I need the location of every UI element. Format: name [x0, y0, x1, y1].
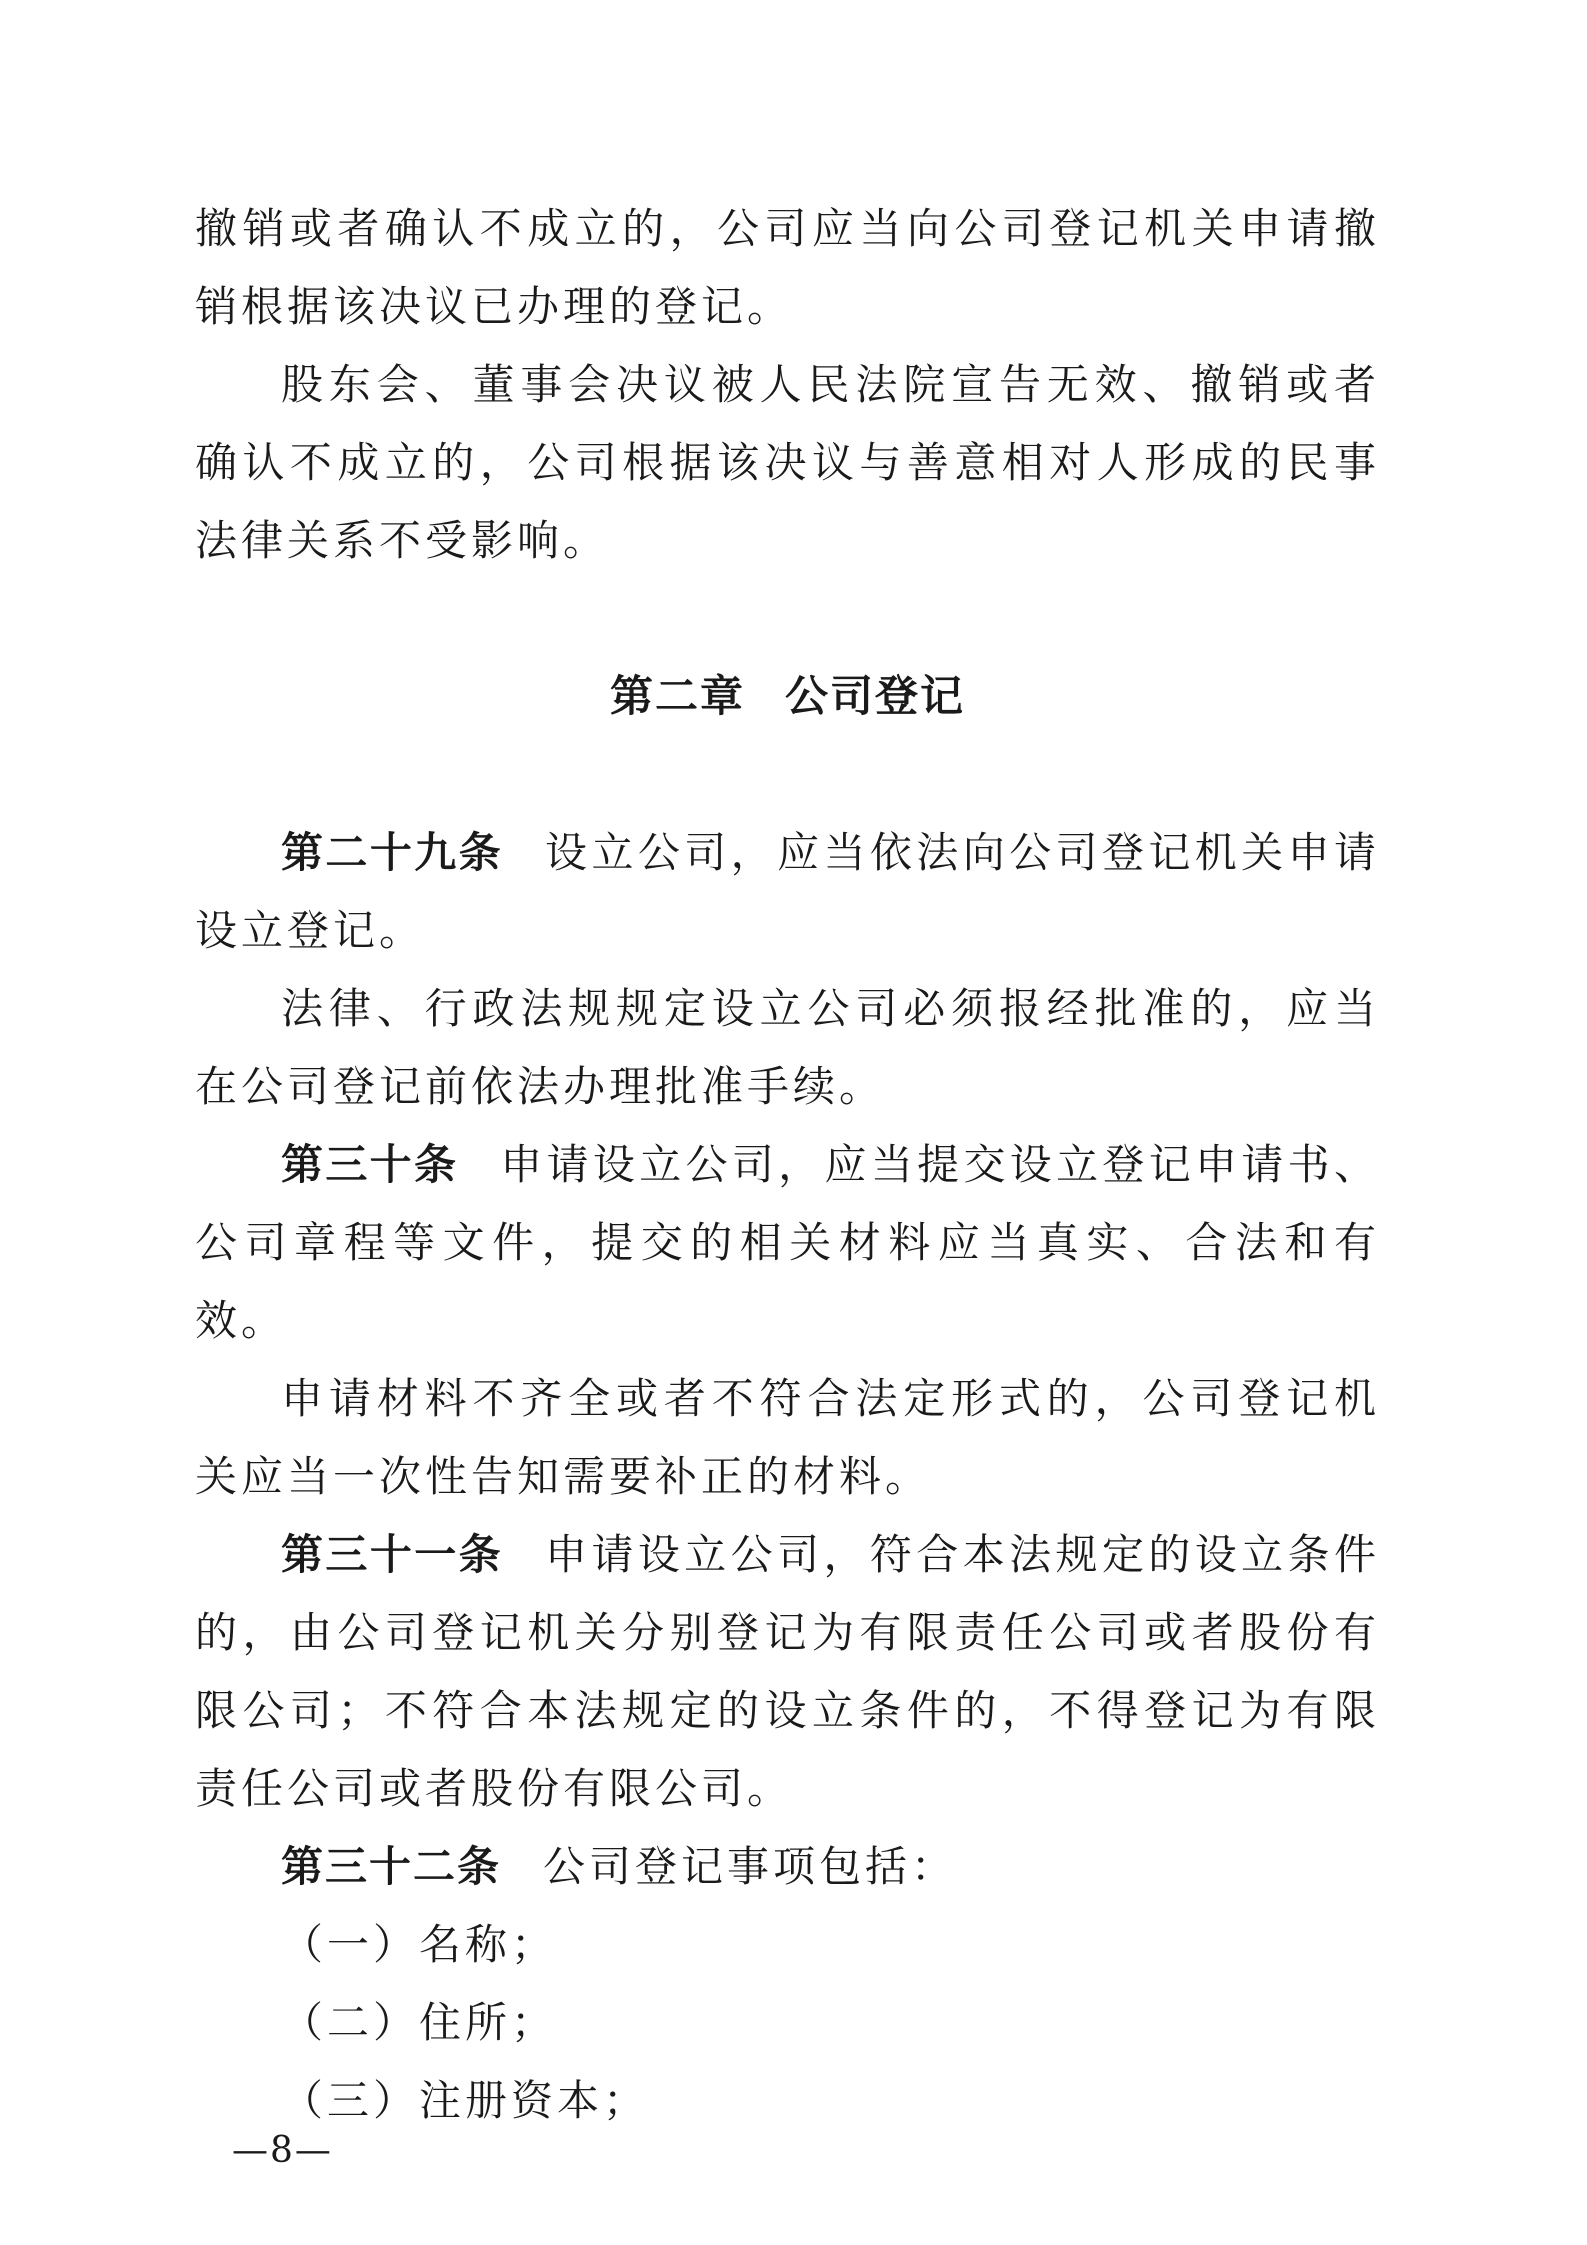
article-sub-paragraph: 申请材料不齐全或者不符合法定形式的，公司登记机关应当一次性告知需要补正的材料。	[195, 1374, 1380, 1501]
list-item: （二）住所；	[281, 1998, 558, 2047]
continued-paragraph: 股东会、董事会决议被人民法院宣告无效、撤销或者确认不成立的，公司根据该决议与善意相对人形成的民事法律关系不受影响。	[195, 360, 1380, 565]
list-item: （三）注册资本；	[281, 2076, 650, 2125]
article-number: 第三十一条	[281, 1530, 504, 1579]
article-paragraph	[195, 1828, 1380, 1906]
article-number: 第三十二条	[281, 1842, 502, 1891]
chapter-heading	[195, 658, 1380, 736]
list-item: （一）名称；	[281, 1920, 558, 1969]
document-page	[195, 190, 1380, 2140]
chapter-number: 第二章	[610, 672, 745, 722]
page-number: —8—	[232, 2130, 333, 2171]
article-paragraph	[195, 1126, 1380, 1360]
article-number: 第二十九条	[281, 828, 504, 877]
article-text: 申请设立公司，符合本法规定的设立条件的，由公司登记机关分别登记为有限责任公司或者股份有限公司；不符合本法规定的设立条件的，不得登记为有限责任公司或者股份有限公司。	[195, 1530, 1380, 1813]
article-text: 公司登记事项包括：	[543, 1842, 958, 1891]
article-text: 设立公司，应当依法向公司登记机关申请设立登记。	[195, 828, 1380, 955]
article-text: 申请设立公司，应当提交设立登记申请书、公司章程等文件，提交的相关材料应当真实、合法和有效。	[195, 1140, 1380, 1345]
article-number: 第三十条	[281, 1140, 459, 1189]
chapter-title: 公司登记	[785, 672, 965, 722]
article-sub-paragraph: 法律、行政法规规定设立公司必须报经批准的，应当在公司登记前依法办理批准手续。	[195, 984, 1380, 1111]
continued-paragraph: 撤销或者确认不成立的，公司应当向公司登记机关申请撤销根据该决议已办理的登记。	[195, 204, 1380, 331]
article-paragraph	[195, 814, 1380, 970]
article-paragraph	[195, 1516, 1380, 1828]
